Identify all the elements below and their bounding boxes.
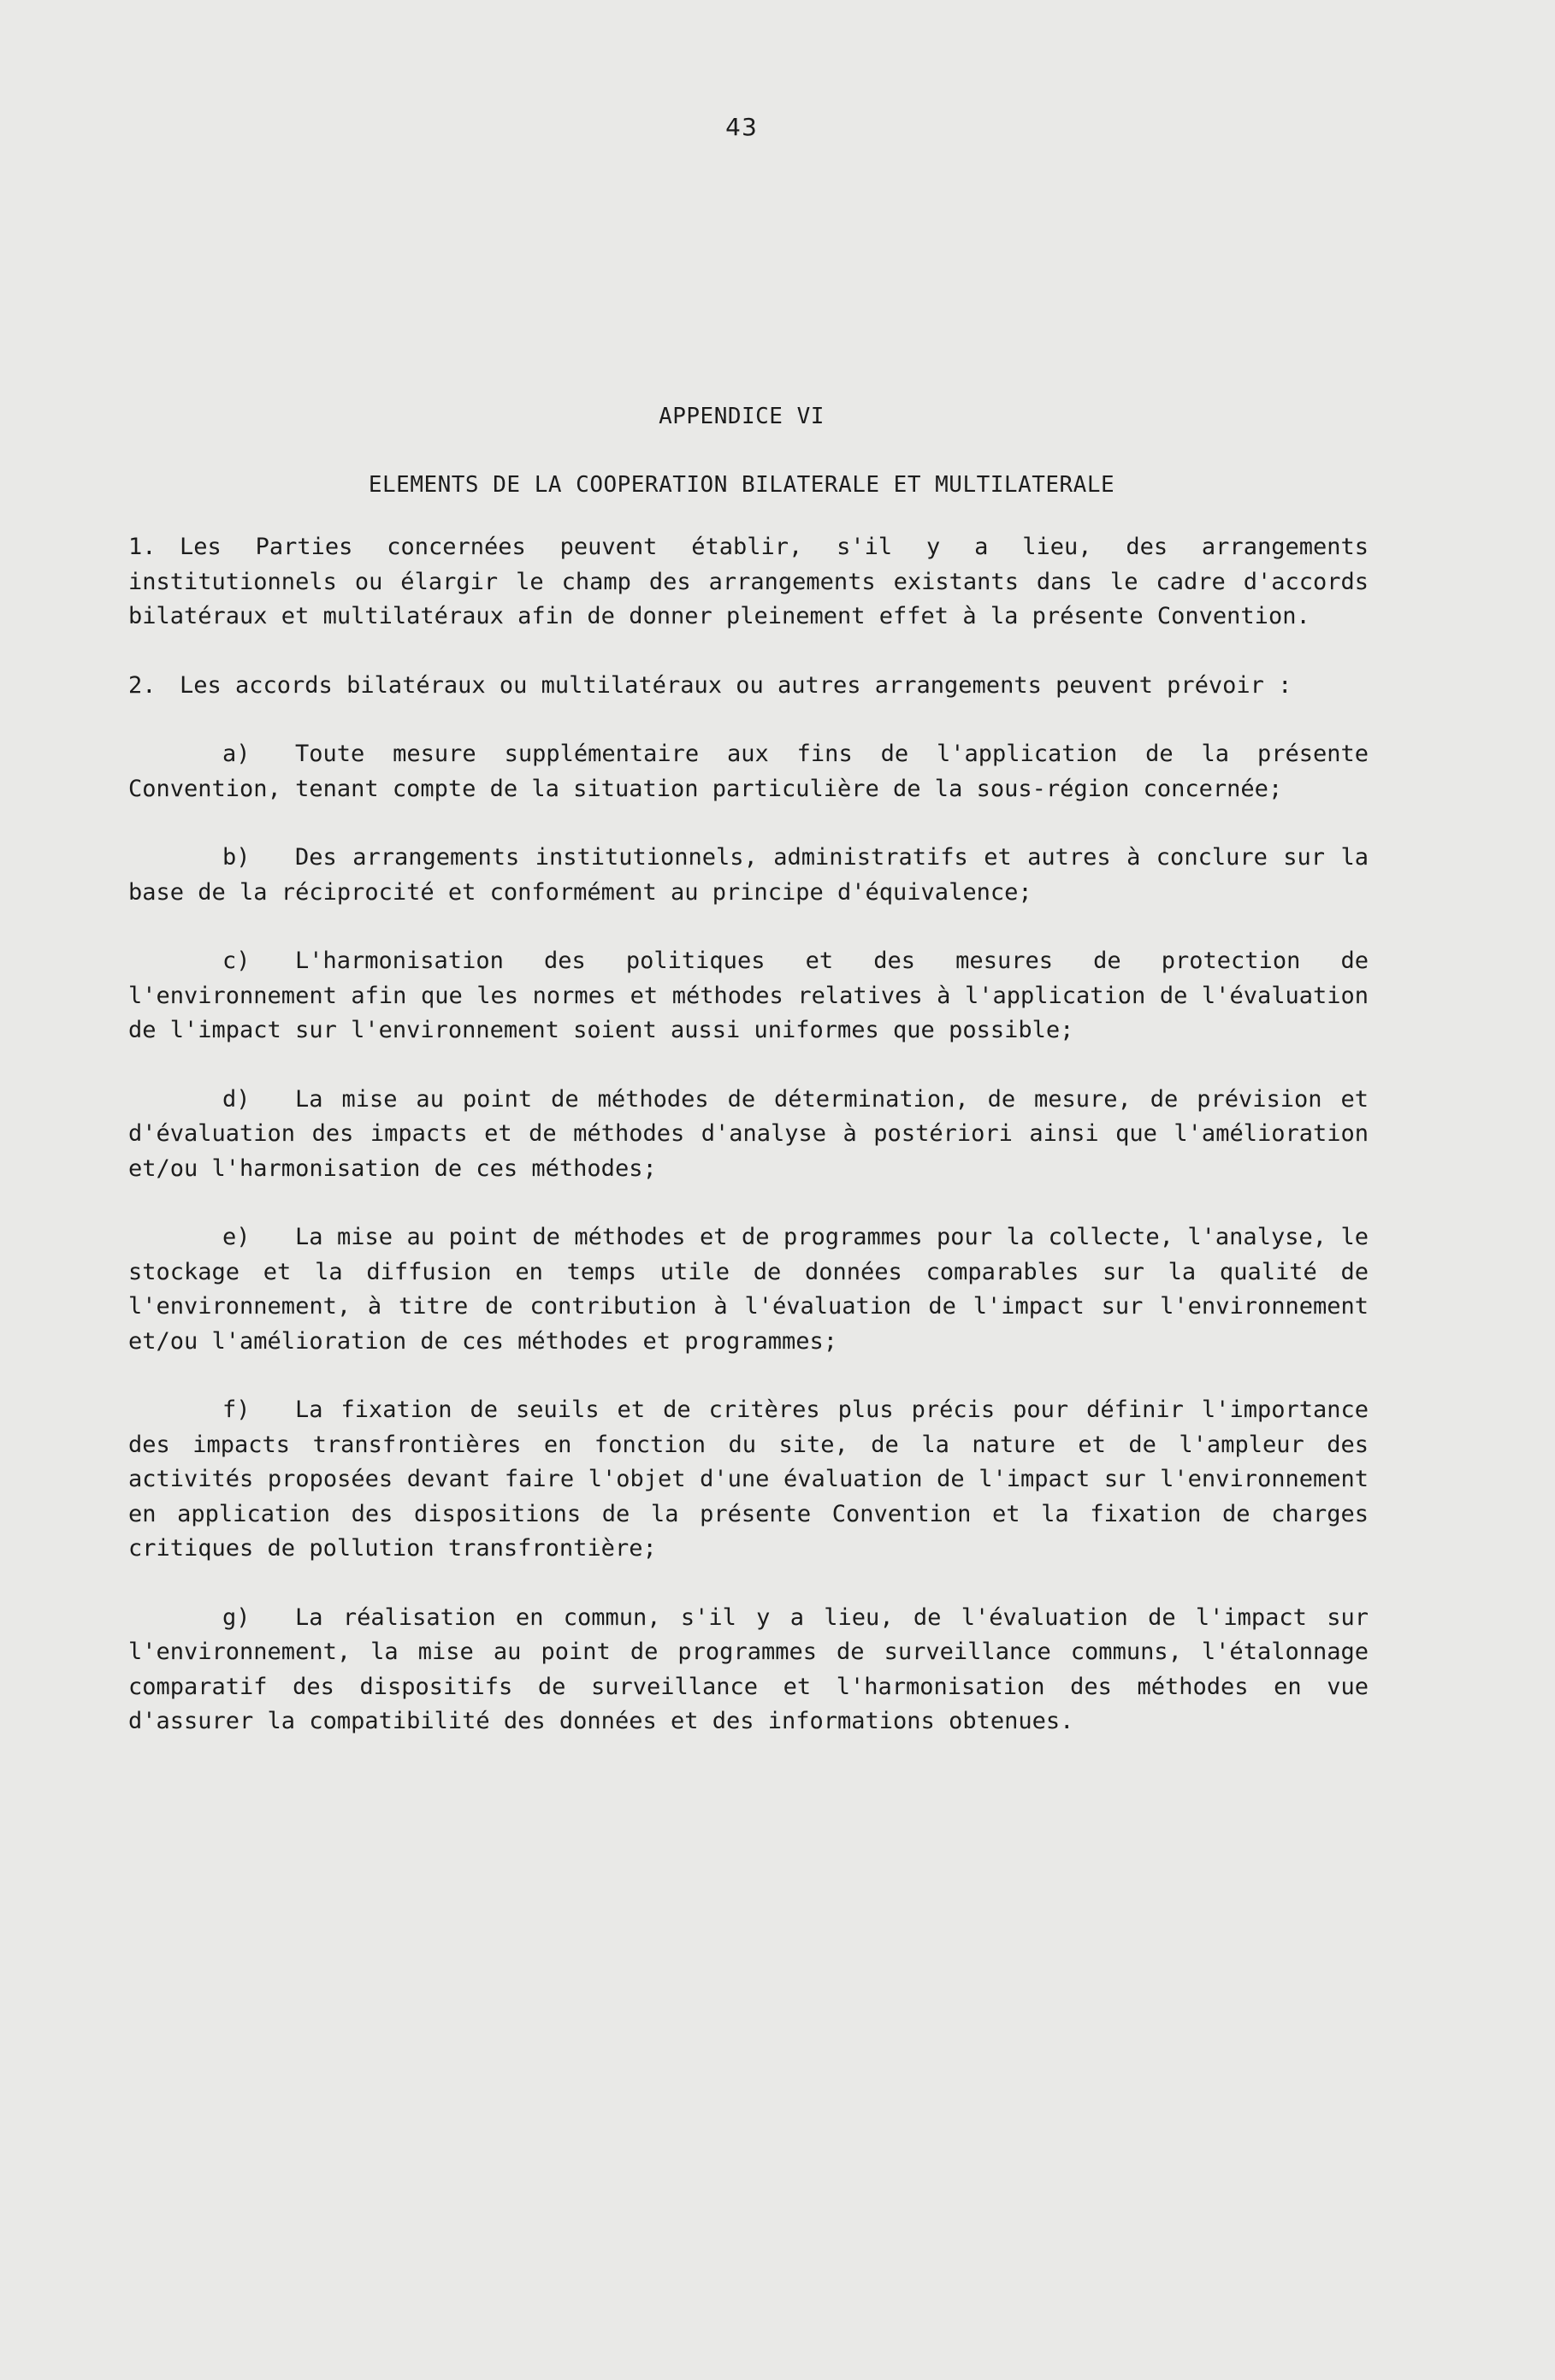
paragraph-1 [128, 530, 1369, 635]
list-item-c [128, 944, 1369, 1048]
paragraph-2 [128, 669, 1369, 704]
item-text: Toute mesure supplémentaire aux fins de l'application de la présente Convention, tenant compte de la situation particulière de la sous-région concernée; [128, 741, 1369, 802]
item-label: d) [222, 1085, 251, 1113]
list-item-f [128, 1393, 1369, 1567]
section-title: ELEMENTS DE LA COOPERATION BILATERALE ET MULTILATERALE [368, 472, 1115, 498]
item-label: e) [222, 1224, 251, 1250]
item-label: g) [222, 1603, 251, 1631]
item-label: b) [222, 844, 251, 871]
item-text: La mise au point de méthodes et de programmes pour la collecte, l'analyse, le stockage et la diffusion en temps utile de données comparables sur la qualité de l'environnement, à titre de contribution à l'évaluation de l'impact sur l'environnement et/ou l'amélioration de ces méthodes et programmes; [128, 1224, 1369, 1355]
item-text: Des arrangements institutionnels, administratifs et autres à conclure sur la base de la réciprocité et conformément au principe d'équivalence; [128, 844, 1369, 906]
list-item-a [128, 737, 1369, 806]
paragraph-text: Les Parties concernées peuvent établir, s'il y a lieu, des arrangements institutionnels ou élargir le champ des arrangements existants dans le cadre d'accords bilatéraux et multilatéraux afin de donner pleinement effet à la présente Convention. [128, 534, 1369, 629]
list-item-b [128, 841, 1369, 910]
list-item-g [128, 1601, 1369, 1739]
appendix-label: APPENDICE VI [659, 404, 825, 429]
paragraph-text: Les accords bilatéraux ou multilatéraux ou autres arrangements peuvent prévoir : [180, 671, 1292, 699]
document-body [128, 530, 1369, 1739]
item-text: La réalisation en commun, s'il y a lieu, de l'évaluation de l'impact sur l'environnement, la mise au point de programmes de surveillance communs, l'étalonnage comparatif des dispositifs de surveillance et l'harmonisation des méthodes en vue d'assurer la compatibilité des données et des informations obtenues. [128, 1603, 1369, 1734]
item-text: La mise au point de méthodes de détermination, de mesure, de prévision et d'évaluation des impacts et de méthodes d'analyse à postériori ainsi que l'amélioration et/ou l'harmonisation de ces méthodes; [128, 1085, 1369, 1182]
item-text: L'harmonisation des politiques et des mesures de protection de l'environnement afin que les normes et méthodes relatives à l'application de l'évaluation de l'impact sur l'environnement soient aussi uniformes que possible; [128, 948, 1369, 1043]
item-label: a) [222, 741, 251, 767]
page-number: 43 [725, 113, 758, 141]
item-label: c) [222, 948, 251, 974]
list-item-e [128, 1220, 1369, 1359]
item-text: La fixation de seuils et de critères plus précis pour définir l'importance des impacts transfrontières en fonction du site, de la nature et de l'ampleur des activités proposées devant faire l'objet d'une évaluation de l'impact sur l'environnement en application des dispositions de la présente Convention et la fixation de charges critiques de pollution transfrontière; [128, 1397, 1369, 1562]
paragraph-number: 2. [128, 671, 157, 699]
item-label: f) [222, 1397, 251, 1423]
paragraph-number: 1. [128, 534, 157, 560]
list-item-d [128, 1083, 1369, 1187]
